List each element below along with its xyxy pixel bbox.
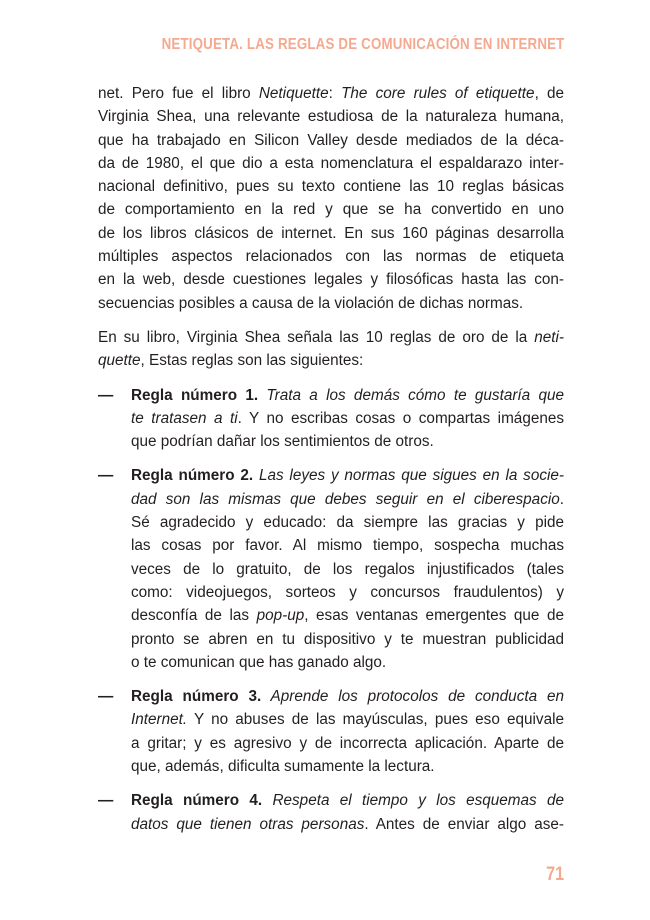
text-line: a gritar; y es agresivo y de incorrecta aplicación. Aparte de — [131, 734, 564, 752]
rule-item-3 — [98, 685, 564, 778]
rule-item-1 — [98, 384, 564, 454]
text-run: , de — [534, 85, 565, 102]
text-line — [131, 464, 564, 487]
text-run: pop-up — [256, 607, 305, 625]
text-run: neti- — [534, 328, 564, 346]
text-line: Virginia Shea, una relevante estudiosa de la naturaleza humana, — [98, 108, 564, 126]
text-run: desconfía de las — [131, 607, 257, 625]
book-title: Netiquette — [258, 85, 329, 102]
rule-statement: Respeta el tiempo y los esquemas de — [262, 792, 564, 810]
text-line — [131, 708, 564, 731]
text-run: Y no abuses de las mayúsculas, pues eso equivale — [187, 711, 564, 729]
text-line: o te comunican que has ganado algo. — [131, 653, 387, 671]
list-dash: — — [98, 386, 114, 404]
text-line — [131, 813, 564, 836]
text-run: . Y no escribas cosas o compartas imágenes — [237, 409, 564, 427]
text-line — [131, 789, 564, 812]
rule-statement: Aprende los protocolos de conducta en — [261, 688, 564, 706]
page-body — [98, 82, 564, 847]
rules-intro-paragraph — [98, 326, 564, 373]
list-dash: — — [98, 792, 114, 810]
text-line: como: videojuegos, sorteos y concursos fraudulentos) y — [131, 583, 564, 601]
text-run: , esas ventanas emergentes que de — [304, 607, 564, 625]
text-line — [98, 326, 564, 349]
rule-statement: te tratasen a ti — [131, 409, 238, 427]
rule-item-2 — [98, 464, 564, 674]
rule-heading: Regla número 2. — [131, 467, 254, 485]
text-run: , Estas reglas son las siguientes: — [140, 352, 364, 370]
text-run: . — [559, 490, 564, 508]
text-line — [131, 685, 564, 708]
text-line: Sé agradecido y educado: da siempre las gracias y pide — [131, 514, 564, 532]
text-line — [98, 349, 564, 372]
rule-statement: datos que tienen otras personas — [131, 815, 365, 833]
text-line: secuencias posibles a causa de la violación de dichas normas. — [98, 294, 524, 312]
text-line: veces de lo gratuito, de los regalos injustificados (tales — [131, 560, 564, 578]
text-run: quette — [98, 352, 141, 370]
rule-statement: dad son las mismas que debes seguir en el ciberespacio — [131, 490, 560, 508]
text-run: : — [328, 85, 342, 102]
rule-item-4 — [98, 789, 564, 836]
text-line: que ha trabajado en Silicon Valley desde mediados de la déca- — [98, 131, 564, 149]
text-line: da de 1980, el que dio a esta nomenclatura el espaldarazo inter- — [98, 154, 564, 172]
text-line — [98, 82, 564, 105]
text-line: en la web, desde cuestiones legales y filosóficas hasta las con- — [98, 271, 564, 289]
text-line: nacional definitivo, pues su texto contiene las 10 reglas básicas — [98, 178, 564, 196]
text-run: net. Pero fue el libro — [98, 85, 259, 102]
running-head: NETIQUETA. LAS REGLAS DE COMUNICACIÓN EN INTERNET — [161, 36, 564, 53]
list-dash: — — [98, 688, 114, 706]
rule-statement: Internet. — [131, 711, 188, 729]
text-line — [131, 384, 564, 407]
rule-heading: Regla número 3. — [131, 688, 262, 706]
rule-statement: Las leyes y normas que sigues en la socie- — [253, 467, 564, 485]
rule-heading: Regla número 1. — [131, 386, 259, 404]
rule-statement: Trata a los demás cómo te gustaría que — [258, 386, 564, 404]
intro-paragraph — [98, 82, 564, 315]
text-line: pronto se abren en tu dispositivo y te muestran publicidad — [131, 630, 564, 648]
list-dash: — — [98, 467, 114, 485]
text-line — [131, 604, 564, 627]
text-line: que, además, dificulta sumamente la lectura. — [131, 758, 435, 776]
text-line: múltiples aspectos relacionados con las normas de etiqueta — [98, 248, 564, 266]
text-run: . Antes de enviar algo ase- — [364, 815, 564, 833]
text-line: que podrían dañar los sentimientos de otros. — [131, 433, 434, 451]
text-line: de los libros clásicos de internet. En sus 160 páginas desarrolla — [98, 224, 564, 242]
text-line — [131, 488, 564, 511]
book-subtitle: The core rules of etiquette — [341, 85, 535, 102]
text-line — [131, 407, 564, 430]
rule-heading: Regla número 4. — [131, 792, 263, 810]
page-number: 71 — [546, 864, 564, 885]
text-line: de comportamiento en la red y que se ha convertido en uno — [98, 201, 564, 219]
text-line: las cosas por favor. Al mismo tiempo, sospecha muchas — [131, 537, 564, 555]
text-run: En su libro, Virginia Shea señala las 10 reglas de oro de la — [98, 328, 535, 346]
